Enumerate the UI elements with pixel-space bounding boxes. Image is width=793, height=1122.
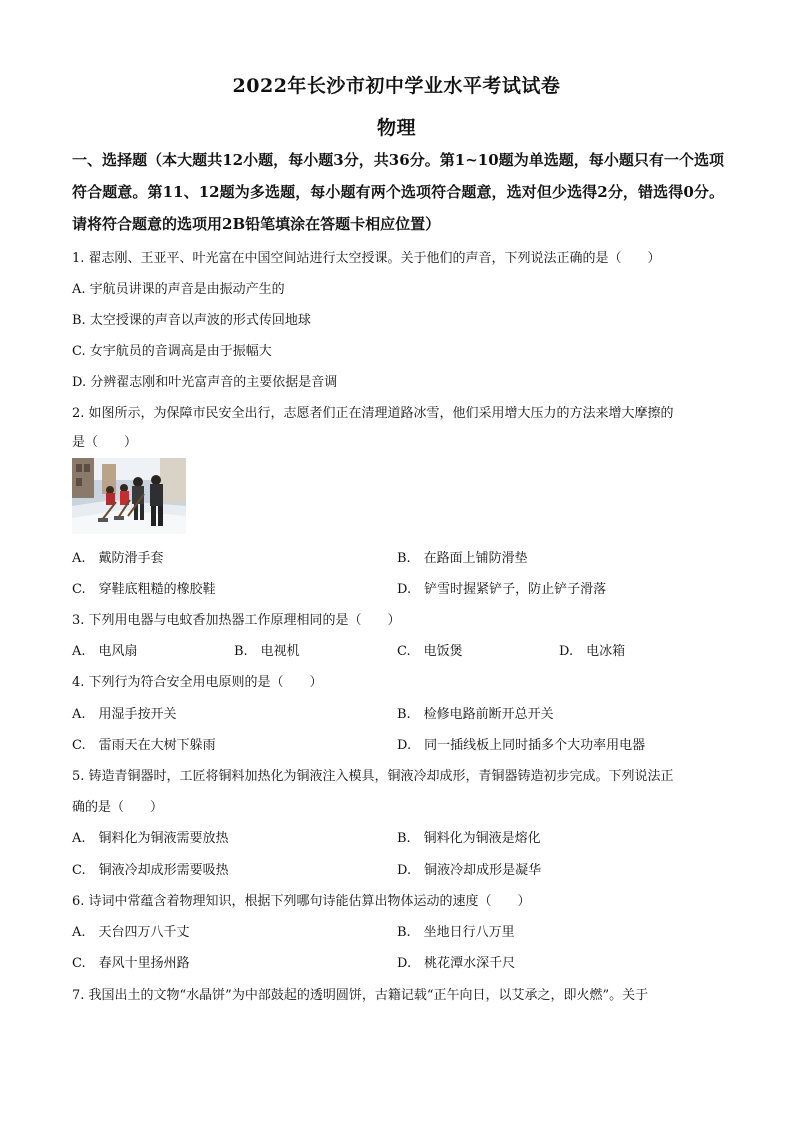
snow-clearing-photo: [72, 458, 186, 534]
question-5-option-c: C. 铜液冷却成形需要吸热: [72, 863, 229, 878]
question-6-stem: 6. 诗词中常蕴含着物理知识，根据下列哪句诗能估算出物体运动的速度（ ）: [72, 894, 531, 909]
question-3-option-c: C. 电饭煲: [397, 644, 463, 659]
question-3-option-d: D. 电冰箱: [559, 644, 626, 659]
question-5-stem: 5. 铸造青铜器时，工匠将铜料加热化为铜液注入模具，铜液冷却成形，青铜器铸造初步完成。下列说法正: [72, 769, 674, 784]
question-2-option-c: C. 穿鞋底粗糙的橡胶鞋: [72, 582, 216, 597]
question-5-stem-cont: 确的是（ ）: [72, 800, 164, 815]
question-7-stem: 7. 我国出土的文物“水晶饼”为中部鼓起的透明圆饼，古籍记载“正午向日，以艾承之，即火燃”。关于: [72, 988, 649, 1003]
question-2-option-d: D. 铲雪时握紧铲子，防止铲子滑落: [397, 582, 607, 597]
exam-title: 2022年长沙市初中学业水平考试试卷: [232, 75, 561, 97]
question-3-stem: 3. 下列用电器与电蚊香加热器工作原理相同的是（ ）: [72, 613, 401, 628]
question-2-stem: 2. 如图所示，为保障市民安全出行，志愿者们正在清理道路冰雪，他们采用增大压力的方法来增大摩擦的: [72, 406, 674, 421]
exam-subtitle: 物理: [376, 117, 416, 139]
question-5-option-d: D. 铜液冷却成形是凝华: [397, 863, 542, 878]
question-6-option-d: D. 桃花潭水深千尺: [397, 956, 516, 971]
question-1-option-c: C. 女宇航员的音调高是由于振幅大: [72, 344, 272, 359]
question-1-option-b: B. 太空授课的声音以声波的形式传回地球: [72, 313, 311, 328]
question-6-option-b: B. 坐地日行八万里: [397, 925, 515, 940]
question-4-option-a: A. 用湿手按开关: [72, 707, 177, 722]
question-4-option-c: C. 雷雨天在大树下躲雨: [72, 738, 216, 753]
question-2-stem-cont: 是（ ）: [72, 435, 138, 450]
question-4-option-d: D. 同一插线板上同时插多个大功率用电器: [397, 738, 646, 753]
question-2-option-a: A. 戴防滑手套: [72, 551, 164, 566]
question-4-option-b: B. 检修电路前断开总开关: [397, 707, 554, 722]
question-4-stem: 4. 下列行为符合安全用电原则的是（ ）: [72, 675, 323, 690]
question-2-option-b: B. 在路面上铺防滑垫: [397, 551, 528, 566]
question-1-option-a: A. 宇航员讲课的声音是由振动产生的: [72, 282, 285, 297]
question-5-option-a: A. 铜料化为铜液需要放热: [72, 831, 229, 846]
question-1-option-d: D. 分辨翟志刚和叶光富声音的主要依据是音调: [72, 375, 338, 390]
question-3-option-b: B. 电视机: [234, 644, 300, 659]
question-6-option-c: C. 春风十里扬州路: [72, 956, 190, 971]
question-3-option-a: A. 电风扇: [72, 644, 138, 659]
question-5-option-b: B. 铜料化为铜液是熔化: [397, 831, 541, 846]
question-1-stem: 1. 翟志刚、王亚平、叶光富在中国空间站进行太空授课。关于他们的声音，下列说法正确的是（ ）: [72, 251, 661, 266]
question-6-option-a: A. 天台四万八千丈: [72, 925, 190, 940]
section-heading: 一、选择题（本大题共12小题，每小题3分，共36分。第1~10题为单选题，每小题只有一个选项符合题意。第11、12题为多选题，每小题有两个选项符合题意，选对但少选得2分，错选得0分。请将符合题意的选项用2B铅笔填涂在答题卡相应位置）: [72, 151, 724, 233]
